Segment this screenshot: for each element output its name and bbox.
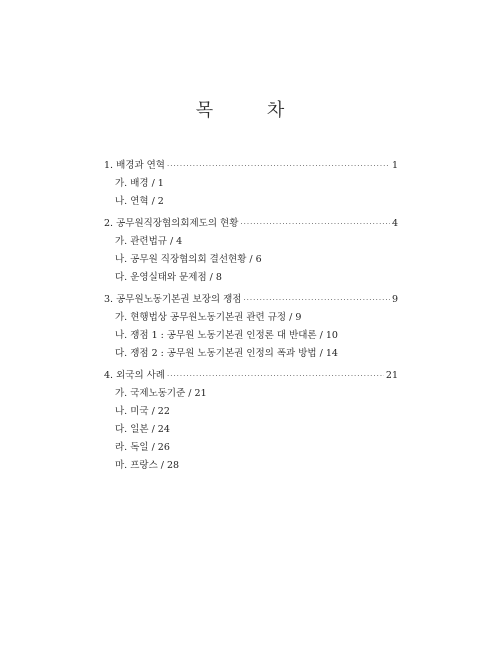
dot-leader: [167, 160, 390, 172]
toc-subentry[interactable]: 나. 연혁 / 2: [115, 196, 164, 207]
toc-entry-label: 2. 공무원직장협의회제도의 현황: [104, 218, 239, 229]
toc-section-2: [104, 218, 398, 284]
toc-subentry[interactable]: 라. 독일 / 26: [115, 442, 170, 453]
toc-entry-page: 1: [391, 160, 398, 171]
toc-subentry[interactable]: 다. 쟁점 2 : 공무원 노동기본권 인정의 폭과 방법 / 14: [115, 348, 338, 359]
toc-entry-page: 21: [385, 370, 398, 381]
toc-subentry[interactable]: 가. 관련법규 / 4: [115, 236, 183, 247]
toc-subentry[interactable]: 나. 공무원 직장협의회 결선현황 / 6: [115, 254, 262, 265]
toc-entry-page: 9: [391, 294, 398, 305]
toc-entry[interactable]: [104, 160, 398, 172]
toc-subentry[interactable]: 가. 국제노동기준 / 21: [115, 388, 207, 399]
toc-entry-page: 4: [391, 218, 398, 229]
toc-subentry[interactable]: 다. 일본 / 24: [115, 424, 170, 435]
toc-subentry[interactable]: 마. 프랑스 / 28: [115, 460, 180, 471]
table-of-contents: [104, 160, 398, 482]
toc-section-1: [104, 160, 398, 208]
toc-section-3: [104, 294, 398, 360]
toc-subentry[interactable]: 나. 쟁점 1 : 공무원 노동기본권 인정론 대 반대론 / 10: [115, 330, 338, 341]
toc-entry[interactable]: [104, 294, 398, 306]
toc-section-4: [104, 370, 398, 472]
toc-entry-label: 1. 배경과 연혁: [104, 160, 165, 171]
toc-subentry[interactable]: 다. 운영실태와 문제점 / 8: [115, 272, 222, 283]
dot-leader: [243, 294, 390, 306]
toc-entry[interactable]: [104, 370, 398, 382]
toc-entry[interactable]: [104, 218, 398, 230]
page-title: 목 차: [195, 100, 285, 121]
toc-entry-label: 3. 공무원노동기본권 보장의 쟁점: [104, 294, 242, 305]
toc-entry-label: 4. 외국의 사례: [104, 370, 165, 381]
toc-subentry[interactable]: 가. 현행법상 공무원노동기본권 관련 규정 / 9: [115, 312, 302, 323]
toc-subentry[interactable]: 가. 배경 / 1: [115, 178, 164, 189]
toc-subentry[interactable]: 나. 미국 / 22: [115, 406, 170, 417]
dot-leader: [167, 370, 384, 382]
dot-leader: [240, 218, 390, 230]
